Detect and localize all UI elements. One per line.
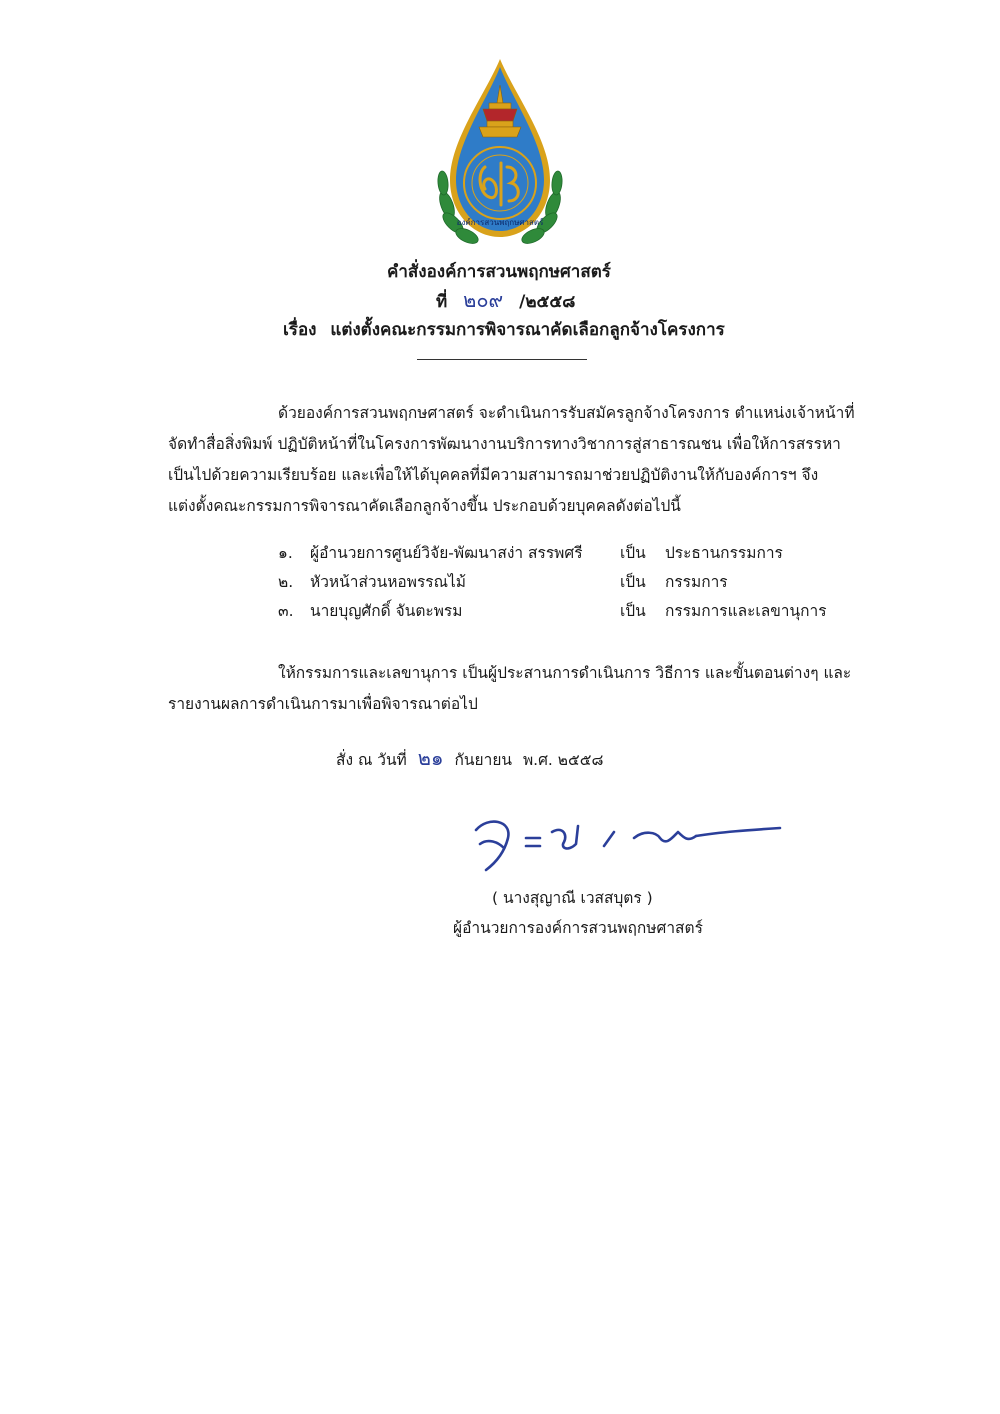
paragraph-line: เป็นไปด้วยความเรียบร้อย และเพื่อให้ได้บุคคลที่มีความสามารถมาช่วยปฏิบัติงานให้กับองค์การฯ จึง [168, 466, 819, 484]
date-prefix: สั่ง ณ วันที่ [336, 751, 407, 769]
member-number: ๒. [278, 573, 294, 591]
member-role-text: กรรมการ [664, 573, 728, 591]
member-number: ๓. [278, 602, 294, 620]
order-number-handwritten: ๒๐๙ [463, 288, 504, 312]
order-number-suffix: /๒๕๕๘ [519, 292, 576, 312]
member-name: หัวหน้าส่วนหอพรรณไม้ [310, 573, 466, 591]
member-number: ๑. [278, 544, 293, 562]
member-role [620, 540, 783, 565]
date-day-handwritten: ๒๑ [417, 746, 444, 770]
member-role-label: เป็น [620, 573, 646, 591]
header-divider [417, 359, 587, 360]
paragraph-instruction [168, 658, 863, 720]
logo-ring-text: องค์การสวนพฤกษศาสตร์ [456, 218, 544, 227]
royal-crest-drop-logo-icon [425, 55, 575, 255]
signer-position: ผู้อำนวยการองค์การสวนพฤกษศาสตร์ [453, 919, 703, 937]
paragraph-line: จัดทำสื่อสิ่งพิมพ์ ปฏิบัติหน้าที่ในโครงการพัฒนางานบริการทางวิชาการสู่สาธารณชน เพื่อให้การสรรหา [168, 435, 841, 453]
paragraph-line: รายงานผลการดำเนินการมาเพื่อพิจารณาต่อไป [168, 695, 478, 713]
date-year: พ.ศ. ๒๕๕๘ [522, 751, 604, 769]
order-title: คำสั่งองค์การสวนพฤกษศาสตร์ [387, 262, 611, 282]
order-subject [283, 316, 725, 343]
subject-text: แต่งตั้งคณะกรรมการพิจารณาคัดเลือกลูกจ้างโครงการ [330, 320, 725, 340]
member-role-label: เป็น [620, 544, 646, 562]
member-role-label: เป็น [620, 602, 646, 620]
member-role-text: ประธานกรรมการ [664, 544, 783, 562]
member-name: นายบุญศักดิ์ จันตะพรม [310, 602, 463, 620]
order-number-prefix: ที่ [436, 292, 448, 312]
member-role [620, 569, 728, 594]
subject-label: เรื่อง [283, 320, 317, 340]
order-number [436, 284, 575, 316]
paragraph-intro [168, 398, 863, 522]
date-month: กันยายน [454, 751, 512, 769]
order-date [336, 742, 603, 774]
signer-name: ( นางสุญาณี เวสสบุตร ) [492, 889, 653, 907]
paragraph-line: ด้วยองค์การสวนพฤกษศาสตร์ จะดำเนินการรับสมัครลูกจ้างโครงการ ตำแหน่งเจ้าหน้าที่ [278, 404, 855, 422]
paragraph-line: ให้กรรมการและเลขานุการ เป็นผู้ประสานการดำเนินการ วิธีการ และขั้นตอนต่างๆ และ [278, 664, 852, 682]
paragraph-line: แต่งตั้งคณะกรรมการพิจารณาคัดเลือกลูกจ้างขึ้น ประกอบด้วยบุคคลดังต่อไปนี้ [168, 497, 681, 515]
member-role-text: กรรมการและเลขานุการ [664, 602, 827, 620]
member-role [620, 598, 827, 623]
handwritten-signature-icon [468, 808, 788, 878]
member-name: ผู้อำนวยการศูนย์วิจัย-พัฒนาสง่า สรรพศรี [310, 544, 583, 562]
